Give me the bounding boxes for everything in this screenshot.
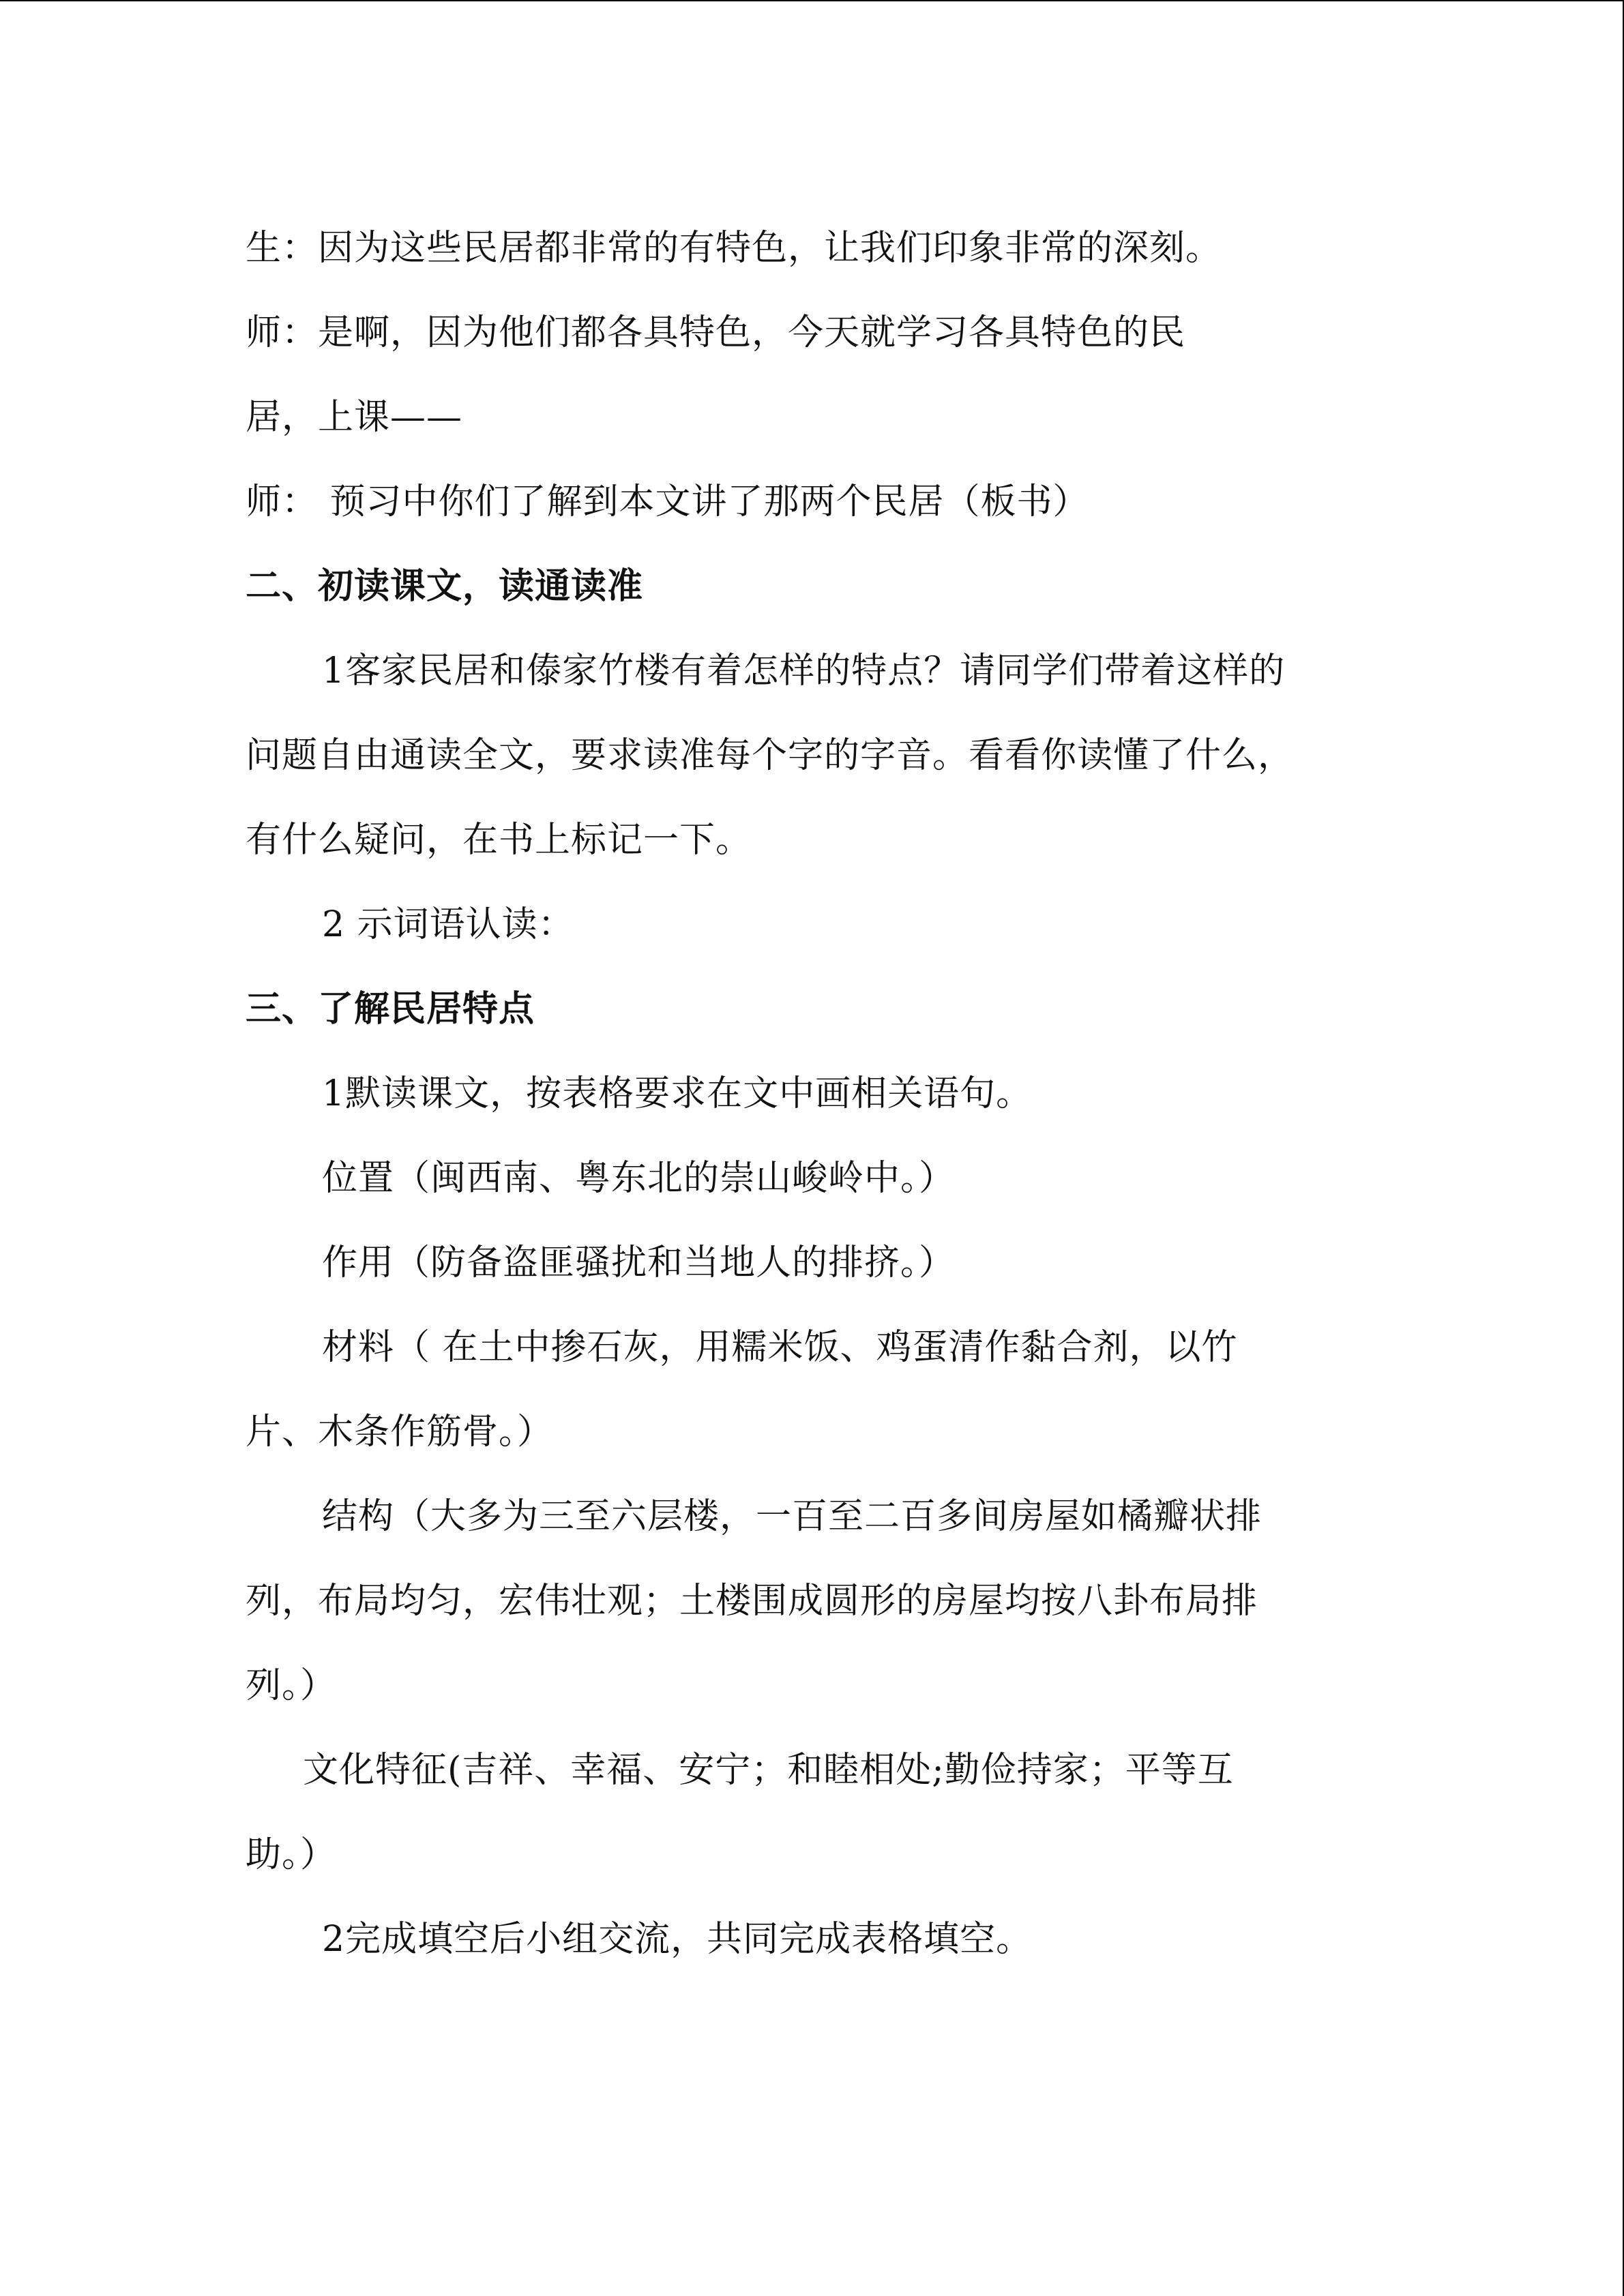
paragraph-line: 2 示词语认读： — [322, 904, 574, 945]
document-body — [246, 206, 1350, 1982]
feature-material: 材料（ 在土中掺石灰，用糯米饭、鸡蛋清作黏合剂，以竹 — [322, 1327, 1238, 1368]
paragraph-line: 1默读课文，按表格要求在文中画相关语句。 — [322, 1073, 1033, 1114]
section-heading-features: 三、了解民居特点 — [246, 989, 535, 1030]
feature-culture: 文化特征(吉祥、幸福、安宁；和睦相处;勤俭持家；平等互 — [303, 1750, 1234, 1791]
dialogue-line-teacher: 师：是啊，因为他们都各具特色，今天就学习各具特色的民 — [246, 312, 1186, 353]
paragraph-line: 有什么疑问，在书上标记一下。 — [246, 820, 752, 861]
paragraph-line: 1客家民居和傣家竹楼有着怎样的特点？请同学们带着这样的 — [322, 651, 1286, 691]
dialogue-line-continuation: 居，上课—— — [246, 397, 463, 438]
feature-structure-continued: 列，布局均匀，宏伟壮观；土楼围成圆形的房屋均按八卦布局排 — [246, 1581, 1258, 1622]
feature-location: 位置（闽西南、粤东北的崇山峻岭中。） — [322, 1158, 956, 1199]
feature-function: 作用（防备盗匪骚扰和当地人的排挤。） — [322, 1242, 956, 1283]
section-heading-first-reading: 二、初读课文，读通读准 — [246, 566, 644, 607]
feature-structure: 结构（大多为三至六层楼，一百至二百多间房屋如橘瓣状排 — [322, 1496, 1263, 1537]
feature-material-continued: 片、木条作筋骨。） — [246, 1412, 554, 1452]
feature-culture-end: 助。） — [246, 1834, 337, 1875]
dialogue-line-student: 生：因为这些民居都非常的有特色，让我们印象非常的深刻。 — [246, 228, 1222, 269]
feature-structure-end: 列。） — [246, 1665, 337, 1706]
paragraph-line: 2完成填空后小组交流，共同完成表格填空。 — [322, 1919, 1033, 1960]
paragraph-line: 问题自由通读全文，要求读准每个字的字音。看看你读懂了什么， — [246, 735, 1295, 776]
dialogue-line-teacher-preview: 师： 预习中你们了解到本文讲了那两个民居（板书） — [246, 481, 1089, 522]
